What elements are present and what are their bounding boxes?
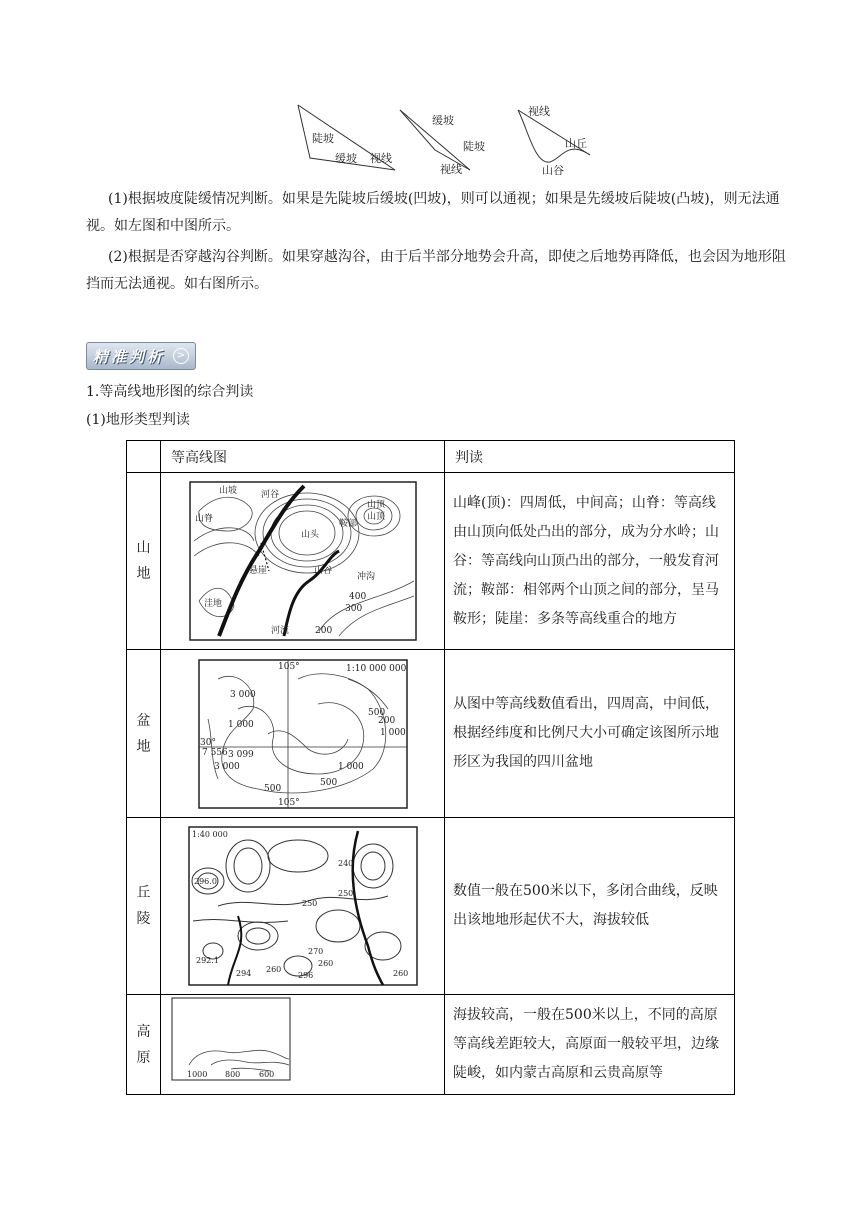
- svg-text:600: 600: [259, 1070, 275, 1079]
- svg-text:240: 240: [337, 859, 353, 868]
- right-diagram-label-hill: 山丘: [565, 137, 587, 150]
- row-label-hills: 丘 陵: [127, 818, 161, 995]
- banner-label: 精准判析: [93, 348, 166, 366]
- svg-text:296.0: 296.0: [193, 877, 217, 886]
- svg-text:3 000: 3 000: [213, 761, 240, 772]
- svg-text:河谷: 河谷: [260, 490, 279, 500]
- basin-description: 从图中等高线数值看出，四周高，中间低，根据经纬度和比例尺大小可确定该图所示地形区为我国的四川盆地: [445, 650, 735, 818]
- mountain-map-cell: [161, 473, 445, 650]
- svg-text:山顶: 山顶: [366, 500, 385, 510]
- svg-text:1:10 000 000: 1:10 000 000: [345, 663, 406, 674]
- svg-text:洼地: 洼地: [203, 599, 222, 609]
- svg-text:1 000: 1 000: [379, 727, 406, 738]
- svg-text:260: 260: [392, 969, 408, 978]
- left-diagram-label-gentle: 缓坡: [335, 152, 357, 165]
- svg-text:悬崖: 悬崖: [248, 566, 267, 576]
- svg-text:270: 270: [307, 947, 323, 956]
- table-row: [127, 650, 735, 818]
- svg-text:294: 294: [235, 969, 251, 978]
- plateau-description: 海拔较高，一般在500米以上，不同的高原等高线差距较大，高原面一般较平坦，边缘陡峻，如内蒙古高原和云贵高原等: [445, 995, 735, 1095]
- svg-text:山脊: 山脊: [194, 514, 213, 524]
- svg-text:260: 260: [265, 965, 281, 974]
- svg-text:260: 260: [317, 959, 333, 968]
- middle-diagram-label-gentle: 缓坡: [432, 114, 454, 127]
- middle-diagram-label-steep: 陡坡: [463, 140, 485, 153]
- left-diagram-label-steep: 陡坡: [312, 132, 334, 145]
- svg-text:山头: 山头: [300, 530, 319, 540]
- svg-text:1 000: 1 000: [227, 719, 254, 730]
- svg-text:冲沟: 冲沟: [356, 572, 375, 582]
- plateau-map-cell: [161, 995, 445, 1095]
- table-header-map: 等高线图: [161, 441, 445, 473]
- svg-text:鞍部: 鞍部: [338, 519, 357, 529]
- svg-text:200: 200: [377, 715, 395, 726]
- svg-text:3 000: 3 000: [229, 689, 256, 700]
- middle-diagram-label-sight: 视线: [440, 163, 462, 175]
- svg-text:250: 250: [337, 889, 353, 898]
- table-row: [127, 995, 735, 1095]
- svg-text:500: 500: [367, 707, 385, 718]
- mountain-contour-map: [189, 481, 417, 641]
- plateau-contour-map: [171, 997, 291, 1081]
- arrow-right-icon: >: [173, 348, 189, 364]
- table-header-empty: [127, 441, 161, 473]
- svg-text:292.1: 292.1: [195, 956, 219, 965]
- svg-text:500: 500: [319, 777, 337, 788]
- svg-text:800: 800: [225, 1070, 241, 1079]
- svg-text:500: 500: [263, 783, 281, 794]
- section-title: 1.等高线地形图的综合判读: [86, 384, 254, 400]
- slope-sightline-diagrams: [290, 100, 600, 175]
- svg-text:山坡: 山坡: [218, 486, 237, 496]
- paragraph-slope: (1)根据坡度陡缓情况判断。如果是先陡坡后缓坡(凹坡)，则可以通视；如果是先缓坡后陡坡(凸坡)，则无法通视。如左图和中图所示。: [86, 191, 780, 234]
- svg-text:300: 300: [344, 604, 362, 614]
- table-row: [127, 473, 735, 650]
- row-label-mountain: 山 地: [127, 473, 161, 650]
- row-label-plateau: 高 原: [127, 995, 161, 1095]
- svg-text:3 099: 3 099: [227, 749, 254, 760]
- left-diagram-label-sight: 视线: [370, 152, 392, 165]
- hills-map-cell: [161, 818, 445, 995]
- hills-contour-map: [188, 826, 418, 986]
- svg-text:30°: 30°: [199, 737, 216, 748]
- svg-text:400: 400: [348, 592, 366, 602]
- section-banner: [86, 342, 196, 370]
- svg-text:105°: 105°: [277, 661, 300, 672]
- svg-text:250: 250: [301, 899, 317, 908]
- svg-text:河流: 河流: [270, 626, 289, 636]
- paragraph-valley: (2)根据是否穿越沟谷判断。如果穿越沟谷，由于后半部分地势会升高，即使之后地势再降低，也会因为地形阻挡而无法通视。如右图所示。: [86, 249, 786, 292]
- table-header-judgement: 判读: [445, 441, 735, 473]
- svg-text:山谷: 山谷: [313, 566, 332, 576]
- right-diagram-label-sight: 视线: [528, 105, 550, 118]
- svg-text:105°: 105°: [277, 797, 300, 808]
- table-header-row: [127, 441, 735, 473]
- hills-description: 数值一般在500米以下，多闭合曲线，反映出该地地形起伏不大，海拔较低: [445, 818, 735, 995]
- table-row: [127, 818, 735, 995]
- basin-map-cell: [161, 650, 445, 818]
- svg-text:山顶: 山顶: [366, 512, 385, 522]
- terrain-table: [126, 440, 735, 1095]
- svg-text:1 000: 1 000: [337, 761, 364, 772]
- svg-text:1:40 000: 1:40 000: [191, 830, 228, 839]
- basin-contour-map: [198, 659, 408, 809]
- svg-text:7 556: 7 556: [201, 747, 228, 758]
- mountain-description: 山峰(顶)：四周低，中间高；山脊：等高线由山顶向低处凸出的部分，成为分水岭；山谷：等高线向山顶凸出的部分，一般发育河流；鞍部：相邻两个山顶之间的部分，呈马鞍形；陡崖：多条等高线重合的地方: [445, 473, 735, 650]
- svg-text:200: 200: [314, 626, 332, 636]
- right-diagram-label-valley: 山谷: [542, 164, 564, 175]
- svg-text:296: 296: [297, 971, 313, 980]
- svg-text:1000: 1000: [187, 1070, 208, 1079]
- subsection-title: (1)地形类型判读: [86, 412, 190, 428]
- row-label-basin: 盆 地: [127, 650, 161, 818]
